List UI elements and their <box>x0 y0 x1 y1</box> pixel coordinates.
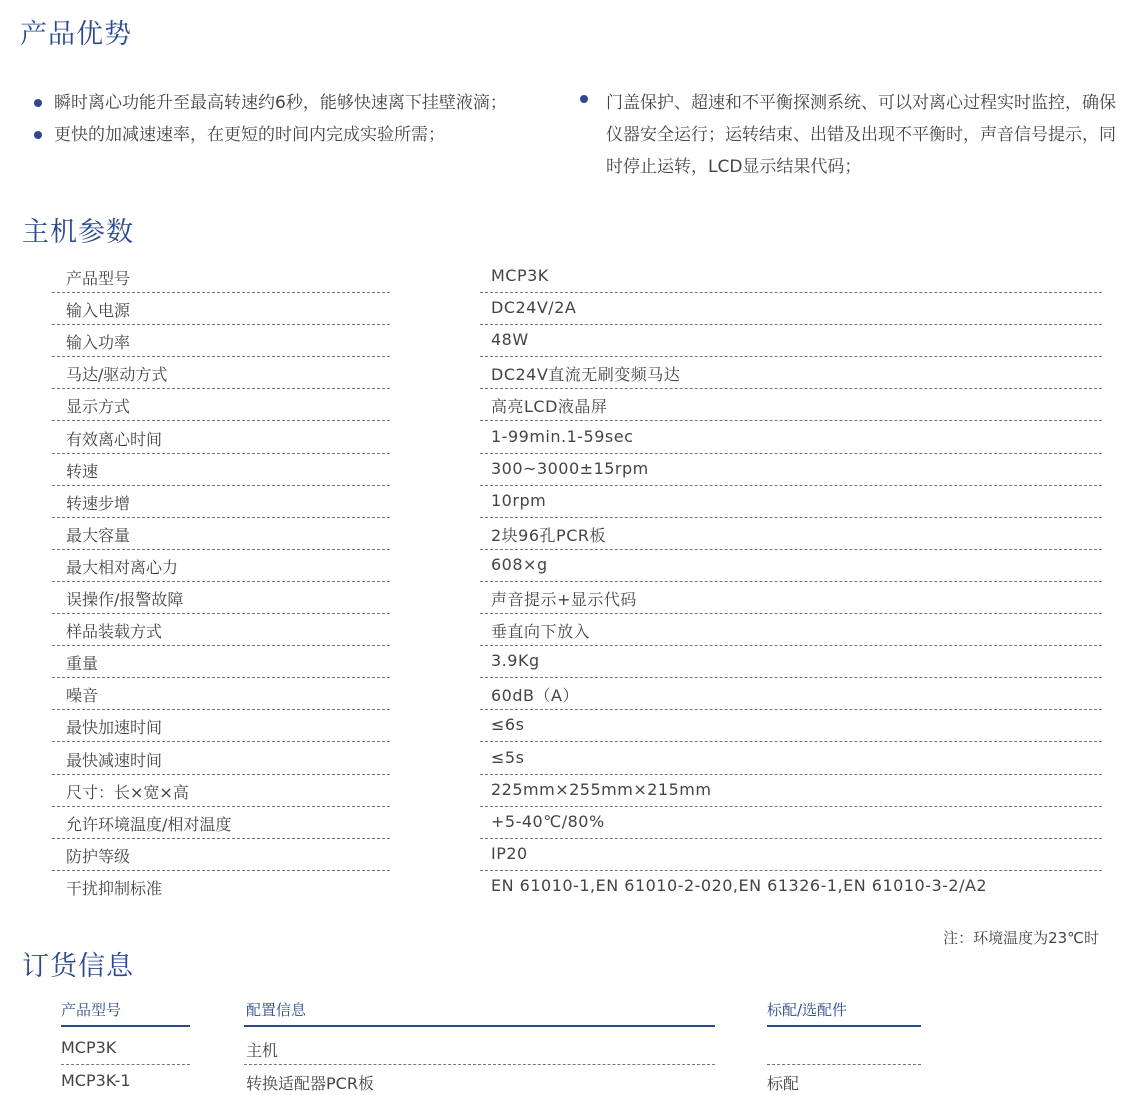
spec-label: 最大相对离心力 <box>66 557 179 577</box>
spec-row <box>0 582 1125 614</box>
spec-label: 输入功率 <box>66 333 131 353</box>
divider <box>767 1025 921 1027</box>
spec-label: 转速步增 <box>66 493 131 513</box>
advantage-item: 瞬时离心功能升至最高转速约6秒，能够快速离下挂壁液滴； <box>54 87 574 119</box>
spec-row <box>0 325 1125 357</box>
spec-value: ≤6s <box>491 715 525 735</box>
spec-row <box>0 518 1125 550</box>
spec-value: 垂直向下放入 <box>491 622 591 642</box>
spec-row <box>0 839 1125 871</box>
spec-row <box>0 871 1125 903</box>
advantage-item: 门盖保护、超速和不平衡探测系统、可以对离心过程实时监控，确保仪器安全运行；运转结束、出错及出现不平衡时，声音信号提示，同时停止运转，LCD显示结果代码； <box>606 87 1118 183</box>
spec-row <box>0 293 1125 325</box>
spec-label: 显示方式 <box>66 397 131 417</box>
spec-value: 10rpm <box>491 490 547 510</box>
spec-value: 1-99min.1-59sec <box>491 426 634 446</box>
bullet-icon <box>34 131 42 139</box>
order-cell: 转换适配器PCR板 <box>246 1074 374 1093</box>
spec-row <box>0 614 1125 646</box>
spec-value: 声音提示+显示代码 <box>491 590 637 609</box>
spec-value: 60dB（A） <box>491 686 579 706</box>
spec-label: 最快减速时间 <box>66 750 163 770</box>
spec-value: +5-40℃/80% <box>491 811 605 831</box>
order-cell: 主机 <box>246 1041 279 1060</box>
spec-row <box>0 678 1125 710</box>
bullet-icon <box>580 95 588 103</box>
advantages-title: 产品优势 <box>20 19 132 50</box>
order-title: 订货信息 <box>22 951 134 982</box>
order-header-config: 配置信息 <box>246 1001 307 1019</box>
spec-row <box>0 550 1125 582</box>
spec-label: 尺寸：长×宽×高 <box>66 782 189 802</box>
spec-label: 马达/驱动方式 <box>66 365 168 385</box>
spec-label: 样品装载方式 <box>66 622 163 642</box>
spec-row <box>0 486 1125 518</box>
order-cell: 标配 <box>767 1074 800 1093</box>
spec-label: 允许环境温度/相对温度 <box>66 814 232 834</box>
spec-value: 48W <box>491 330 529 350</box>
spec-row <box>0 775 1125 807</box>
divider <box>767 1064 921 1065</box>
divider <box>61 1025 190 1027</box>
order-header-type: 标配/选配件 <box>767 1001 848 1019</box>
spec-label: 转速 <box>66 461 99 481</box>
spec-value: IP20 <box>491 843 528 863</box>
order-cell: MCP3K-1 <box>61 1071 131 1090</box>
spec-value: DC24V/2A <box>491 298 577 318</box>
bullet-icon <box>34 99 42 107</box>
spec-row <box>0 743 1125 775</box>
spec-row <box>0 646 1125 678</box>
spec-label: 重量 <box>66 654 99 674</box>
spec-value: MCP3K <box>491 266 549 285</box>
spec-label: 最大容量 <box>66 525 131 545</box>
divider <box>244 1064 715 1065</box>
order-header-model: 产品型号 <box>61 1001 122 1019</box>
spec-value: DC24V直流无刷变频马达 <box>491 365 681 385</box>
divider <box>61 1064 190 1065</box>
spec-row <box>0 357 1125 389</box>
spec-value: ≤5s <box>491 747 525 767</box>
spec-value: 300~3000±15rpm <box>491 458 649 478</box>
spec-label: 误操作/报警故障 <box>66 590 184 609</box>
spec-label: 有效离心时间 <box>66 429 163 449</box>
spec-value: 2块96孔PCR板 <box>491 525 606 545</box>
spec-row <box>0 389 1125 421</box>
spec-label: 输入电源 <box>66 301 131 321</box>
spec-value: 高亮LCD液晶屏 <box>491 397 608 417</box>
spec-label: 噪音 <box>66 686 99 706</box>
specs-title: 主机参数 <box>22 217 134 248</box>
specs-note: 注：环境温度为23℃时 <box>943 929 1099 947</box>
spec-label: 产品型号 <box>66 269 131 288</box>
spec-label: 干扰抑制标准 <box>66 878 163 898</box>
spec-label: 最快加速时间 <box>66 718 163 738</box>
spec-row <box>0 710 1125 742</box>
spec-value: EN 61010-1,EN 61010-2-020,EN 61326-1,EN 61010-3-2/A2 <box>491 875 988 895</box>
spec-row <box>0 422 1125 454</box>
spec-row <box>0 807 1125 839</box>
spec-label: 防护等级 <box>66 846 131 866</box>
spec-value: 608×g <box>491 554 548 574</box>
spec-row <box>0 261 1125 293</box>
advantage-item: 更快的加减速速率，在更短的时间内完成实验所需； <box>54 119 574 151</box>
spec-row <box>0 454 1125 486</box>
order-cell: MCP3K <box>61 1038 117 1057</box>
spec-value: 225mm×255mm×215mm <box>491 779 712 799</box>
divider <box>244 1025 715 1027</box>
spec-value: 3.9Kg <box>491 651 540 671</box>
